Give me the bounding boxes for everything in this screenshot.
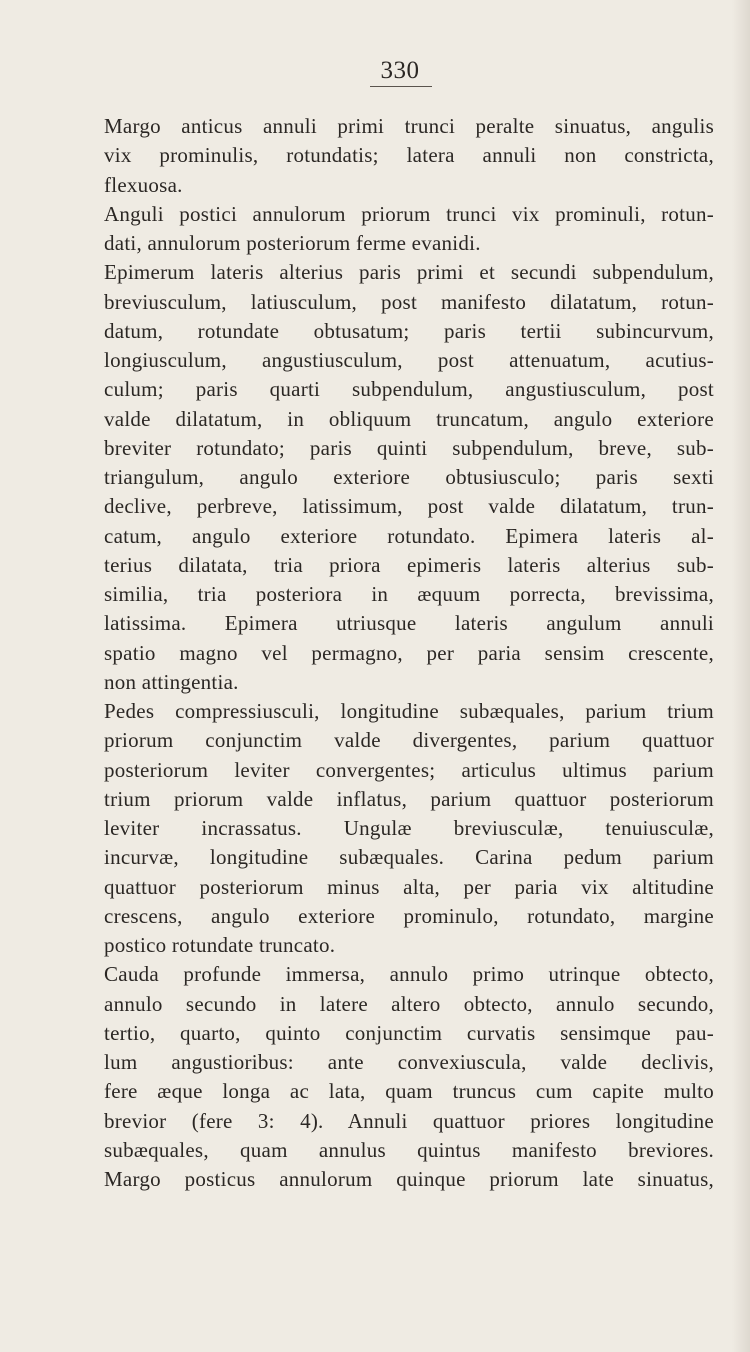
text-line: Anguli postici annulorum priorum trunci vix prominuli, rotun- (104, 201, 714, 226)
text-line: flexuosa. (104, 172, 183, 197)
text-line: incurvæ, longitudine subæquales. Carina pedum parium (104, 845, 714, 870)
text-line: fere æque longa ac lata, quam truncus cum capite multo (104, 1079, 714, 1104)
text-line: Epimerum lateris alterius paris primi et secundi subpendulum, (104, 260, 714, 285)
text-line: lum angustioribus: ante convexiuscula, valde declivis, (104, 1050, 714, 1074)
text-line: Margo posticus annulorum quinque priorum late sinuatus, (104, 1167, 714, 1191)
text-line: Pedes compressiusculi, longitudine subæquales, parium trium (104, 699, 714, 723)
text-line: terius dilatata, tria priora epimeris lateris alterius sub- (104, 552, 714, 577)
text-line: breviter rotundato; paris quinti subpendulum, breve, sub- (104, 435, 714, 460)
page-edge-shadow (732, 0, 750, 1352)
body-text (104, 112, 714, 1194)
text-line: spatio magno vel permagno, per paria sensim crescente, (104, 640, 714, 665)
paragraph-epimerum (104, 258, 714, 697)
page-number: 330 (380, 57, 420, 84)
text-line: Margo anticus annuli primi trunci peralte sinuatus, angulis (104, 114, 714, 138)
page-number-rule (370, 86, 432, 87)
paragraph-margo-anticus (104, 112, 714, 200)
text-line: non attingentia. (104, 669, 239, 694)
text-line: subæquales, quam annulus quintus manifesto breviores. (104, 1137, 714, 1162)
text-line: posteriorum leviter convergentes; articulus ultimus parium (104, 757, 714, 782)
text-line: quattuor posteriorum minus alta, per paria vix altitudine (104, 874, 714, 899)
text-line: priorum conjunctim valde divergentes, parium quattuor (104, 728, 714, 753)
text-line: tertio, quarto, quinto conjunctim curvatis sensimque pau- (104, 1020, 714, 1045)
text-line: Cauda profunde immersa, annulo primo utrinque obtecto, (104, 962, 714, 987)
text-line: valde dilatatum, in obliquum truncatum, angulo exteriore (104, 406, 714, 431)
text-line: leviter incrassatus. Ungulæ breviusculæ, tenuiusculæ, (104, 816, 714, 840)
text-line: datum, rotundate obtusatum; paris tertii subincurvum, (104, 318, 714, 343)
text-line: dati, annulorum posteriorum ferme evanidi. (104, 231, 481, 255)
text-line: longiusculum, angustiusculum, post attenuatum, acutius- (104, 348, 714, 372)
paragraph-cauda (104, 960, 714, 1194)
text-line: triangulum, angulo exteriore obtusiusculo; paris sexti (104, 465, 714, 489)
text-line: latissima. Epimera utriusque lateris angulum annuli (104, 611, 714, 636)
text-line: postico rotundate truncato. (104, 933, 336, 957)
text-line: similia, tria posteriora in æquum porrecta, brevissima, (104, 582, 714, 606)
text-line: crescens, angulo exteriore prominulo, rotundato, margine (104, 903, 714, 928)
text-line: catum, angulo exteriore rotundato. Epimera lateris al- (104, 523, 714, 548)
text-line: trium priorum valde inflatus, parium quattuor posteriorum (104, 786, 714, 811)
text-line: vix prominulis, rotundatis; latera annuli non constricta, (104, 143, 714, 168)
text-line: annulo secundo in latere altero obtecto, annulo secundo, (104, 991, 714, 1016)
text-line: culum; paris quarti subpendulum, angustiusculum, post (104, 377, 714, 402)
paragraph-pedes (104, 697, 714, 960)
text-line: brevior (fere 3: 4). Annuli quattuor priores longitudine (104, 1108, 714, 1133)
paragraph-anguli-postici (104, 200, 714, 259)
text-line: declive, perbreve, latissimum, post valde dilatatum, trun- (104, 494, 714, 519)
text-line: breviusculum, latiusculum, post manifesto dilatatum, rotun- (104, 289, 714, 314)
